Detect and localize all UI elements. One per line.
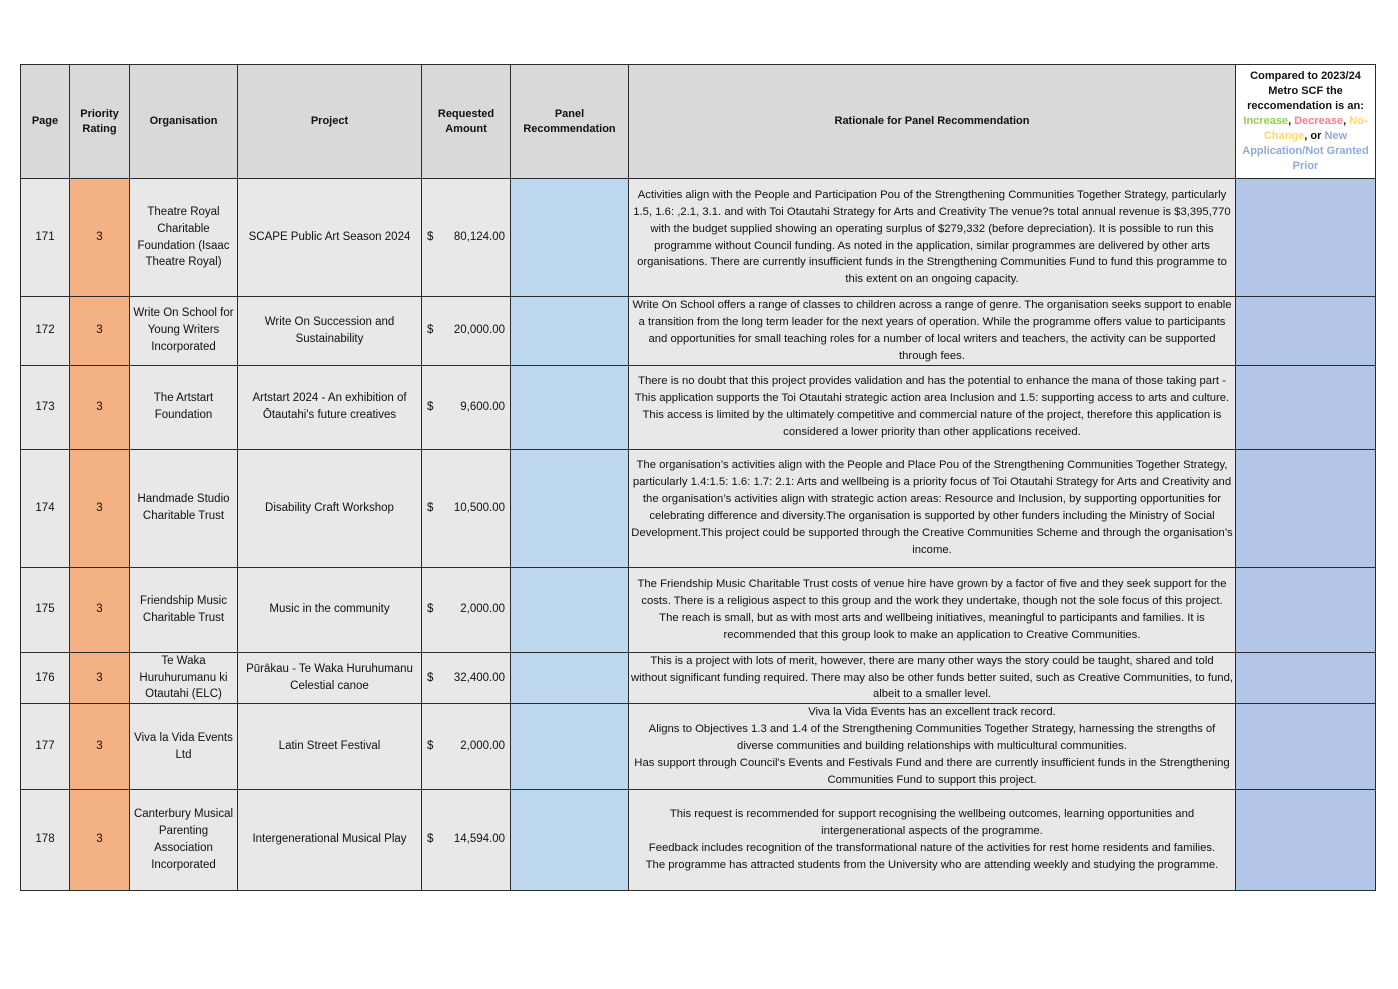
- currency-symbol: $: [427, 740, 434, 753]
- compare-no-change: No-Change: [1263, 115, 1368, 142]
- row-page: 176: [21, 652, 70, 704]
- row-panel-recommendation: [511, 179, 629, 297]
- row-page: 172: [21, 297, 70, 366]
- currency-symbol: $: [427, 671, 434, 684]
- row-requested: [422, 449, 511, 567]
- row-rationale: There is no doubt that this project provides validation and has the potential to enhance the mana of those taking part - This application supports the Toi Otautahi strategic action area Inclusion and 1.5: supporting access to arts and culture. This access is limited by the ultimately competitive and commercial nature of the project, therefore this application is considered a lower priority than other applications received.: [629, 365, 1236, 449]
- row-organisation: Friendship Music Charitable Trust: [130, 567, 238, 652]
- row-panel-recommendation: [511, 365, 629, 449]
- row-compare: [1236, 789, 1376, 890]
- row-priority: 3: [70, 789, 130, 890]
- header-compare: [1236, 65, 1376, 179]
- currency-symbol: $: [427, 324, 434, 337]
- row-compare: [1236, 704, 1376, 790]
- amount-wrap: [425, 500, 507, 517]
- row-organisation: Te Waka Huruhurumanu ki Otautahi (ELC): [130, 652, 238, 704]
- row-rationale: This is a project with lots of merit, however, there are many other ways the story could be taught, shared and told without significant funding required. There may also be other funds better suited, such as Creative Communities, to fund, albeit to a smaller level.: [629, 652, 1236, 704]
- amount-value: 2,000.00: [460, 740, 505, 753]
- currency-symbol: $: [427, 501, 434, 514]
- row-compare: [1236, 449, 1376, 567]
- row-rationale: The organisation’s activities align with the People and Place Pou of the Strengthening Communities Together Strategy, particularly 1.4:1.5: 1.6: 1.7: 2.1: Arts and wellbeing is a priority focus of Toi Otautahi Strategy for Arts and Creativity and the organisation’s activities align with strategic action areas: Resource and Inclusion, by supporting opportunities for celebrating difference and diversity.The organisation is supported by other funders including the Ministry of Social Development.This project could be supported through the Creative Communities Scheme and through the organisation’s income.: [629, 449, 1236, 567]
- header-project: Project: [238, 65, 422, 179]
- amount-value: 14,594.00: [453, 833, 505, 846]
- amount-wrap: [425, 601, 507, 618]
- amount-wrap: [425, 738, 507, 755]
- amount-wrap: [425, 322, 507, 339]
- header-rationale: Rationale for Panel Recommendation: [629, 65, 1236, 179]
- row-priority: 3: [70, 652, 130, 704]
- header-page: Page: [21, 65, 70, 179]
- row-project: Latin Street Festival: [238, 704, 422, 790]
- row-page: 178: [21, 789, 70, 890]
- header-row: [21, 65, 1376, 179]
- row-organisation: Write On School for Young Writers Incorporated: [130, 297, 238, 366]
- row-requested: [422, 297, 511, 366]
- table-row: [21, 449, 1376, 567]
- row-compare: [1236, 365, 1376, 449]
- row-organisation: Handmade Studio Charitable Trust: [130, 449, 238, 567]
- header-priority: Priority Rating: [70, 65, 130, 179]
- row-priority: 3: [70, 365, 130, 449]
- compare-intro: Compared to 2023/24 Metro SCF the reccomendation is an:: [1247, 70, 1364, 112]
- row-project: Artstart 2024 - An exhibition of Ōtautahi's future creatives: [238, 365, 422, 449]
- compare-increase: Increase: [1243, 115, 1289, 127]
- row-organisation: The Artstart Foundation: [130, 365, 238, 449]
- row-priority: 3: [70, 704, 130, 790]
- row-panel-recommendation: [511, 567, 629, 652]
- row-project: Intergenerational Musical Play: [238, 789, 422, 890]
- row-project: Music in the community: [238, 567, 422, 652]
- amount-value: 9,600.00: [460, 400, 505, 413]
- currency-symbol: $: [427, 400, 434, 413]
- row-priority: 3: [70, 297, 130, 366]
- amount-value: 2,000.00: [460, 603, 505, 616]
- header-requested: Requested Amount: [422, 65, 511, 179]
- row-page: 171: [21, 179, 70, 297]
- row-panel-recommendation: [511, 297, 629, 366]
- currency-symbol: $: [427, 603, 434, 616]
- row-page: 177: [21, 704, 70, 790]
- amount-value: 10,500.00: [453, 501, 505, 514]
- row-panel-recommendation: [511, 652, 629, 704]
- row-requested: [422, 652, 511, 704]
- compare-sep: , or: [1304, 130, 1325, 142]
- compare-new: New Application/Not Granted Prior: [1242, 130, 1369, 172]
- row-organisation: Canterbury Musical Parenting Association Incorporated: [130, 789, 238, 890]
- table-row: [21, 652, 1376, 704]
- funding-table: [20, 64, 1376, 891]
- row-panel-recommendation: [511, 449, 629, 567]
- amount-value: 80,124.00: [453, 231, 505, 244]
- row-priority: 3: [70, 449, 130, 567]
- row-priority: 3: [70, 179, 130, 297]
- amount-wrap: [425, 831, 507, 848]
- row-requested: [422, 704, 511, 790]
- compare-sep: ,: [1288, 115, 1295, 127]
- currency-symbol: $: [427, 833, 434, 846]
- row-requested: [422, 789, 511, 890]
- row-requested: [422, 567, 511, 652]
- table-body: [21, 179, 1376, 891]
- row-rationale: The Friendship Music Charitable Trust costs of venue hire have grown by a factor of five and they seek support for the costs. There is a religious aspect to this group and the work they undertake, though not the sole focus of this project. The reach is small, but as with most arts and wellbeing initiatives, meaningful to participants and families. It is recommended that this group look to make an application to Creative Communities.: [629, 567, 1236, 652]
- row-organisation: Viva la Vida Events Ltd: [130, 704, 238, 790]
- row-requested: [422, 365, 511, 449]
- row-panel-recommendation: [511, 789, 629, 890]
- header-organisation: Organisation: [130, 65, 238, 179]
- table-row: [21, 179, 1376, 297]
- currency-symbol: $: [427, 231, 434, 244]
- row-project: Disability Craft Workshop: [238, 449, 422, 567]
- compare-decrease: Decrease: [1294, 115, 1344, 127]
- table-row: [21, 365, 1376, 449]
- compare-sep: ,: [1343, 115, 1350, 127]
- table-row: [21, 789, 1376, 890]
- table-row: [21, 567, 1376, 652]
- row-rationale: This request is recommended for support recognising the wellbeing outcomes, learning opportunities and intergenerational aspects of the programme. Feedback includes recognition of the transformational nature of the activities for rest home residents and families. The programme has attracted students from the University who are attending weekly and studying the programme.: [629, 789, 1236, 890]
- amount-wrap: [425, 229, 507, 246]
- row-project: Pūrākau - Te Waka Huruhumanu Celestial canoe: [238, 652, 422, 704]
- row-priority: 3: [70, 567, 130, 652]
- table-row: [21, 704, 1376, 790]
- row-panel-recommendation: [511, 704, 629, 790]
- row-rationale: Activities align with the People and Participation Pou of the Strengthening Communities Together Strategy, particularly 1.5, 1.6: ,2.1, 3.1. and with Toi Otautahi Strategy for Arts and Creativity The venue?s total annual revenue is $3,395,770 with the budget supplied showing an operating surplus of $279,332 (before depreciation). It is possible to run this programme without Council funding. As noted in the application, similar programmes are delivered by other arts organisations. There are currently insufficient funds in the Strengthening Communities Fund to fund this programme to this extent on an ongoing capacity.: [629, 179, 1236, 297]
- amount-wrap: [425, 399, 507, 416]
- row-compare: [1236, 652, 1376, 704]
- row-compare: [1236, 179, 1376, 297]
- row-page: 175: [21, 567, 70, 652]
- amount-wrap: [425, 670, 507, 687]
- row-compare: [1236, 297, 1376, 366]
- amount-value: 32,400.00: [453, 671, 505, 684]
- row-rationale: Viva la Vida Events has an excellent track record. Aligns to Objectives 1.3 and 1.4 of the Strengthening Communities Together Strategy, harnessing the strengths of diverse communities and building relationships with multicultural communities. Has support through Council's Events and Festivals Fund and there are currently insufficient funds in the Strengthening Communities Fund to support this project.: [629, 704, 1236, 790]
- row-page: 174: [21, 449, 70, 567]
- row-page: 173: [21, 365, 70, 449]
- header-panel: Panel Recommendation: [511, 65, 629, 179]
- row-rationale: Write On School offers a range of classes to children across a range of genre. The organisation seeks support to enable a transition from the long term leader for the next years of operation. While the programme offers value to participants and opportunities for small teaching roles for a number of local writers and teachers, the activity can be supported through fees.: [629, 297, 1236, 366]
- row-compare: [1236, 567, 1376, 652]
- table-row: [21, 297, 1376, 366]
- row-organisation: Theatre Royal Charitable Foundation (Isaac Theatre Royal): [130, 179, 238, 297]
- row-project: SCAPE Public Art Season 2024: [238, 179, 422, 297]
- row-requested: [422, 179, 511, 297]
- amount-value: 20,000.00: [453, 324, 505, 337]
- row-project: Write On Succession and Sustainability: [238, 297, 422, 366]
